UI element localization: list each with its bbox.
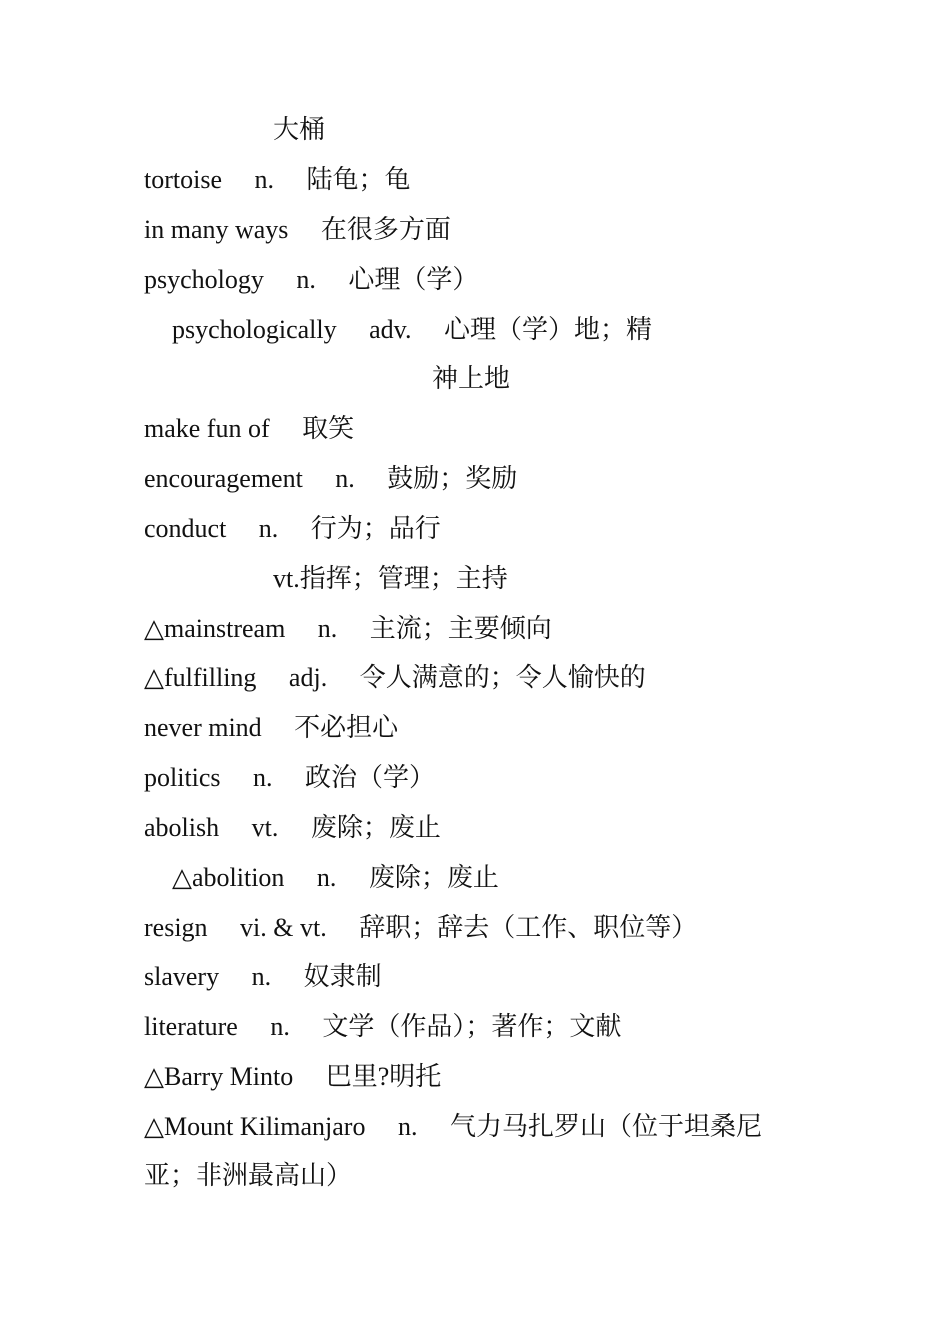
vocab-entry-make-fun-of: make fun of 取笑 bbox=[144, 414, 355, 443]
vocab-entry-psychologically: psychologically adv. 心理（学）地；精 bbox=[172, 315, 652, 344]
vocab-entry-resign: resign vi. & vt. 辞职；辞去（工作、职位等） bbox=[144, 913, 698, 942]
vocab-entry-encouragement: encouragement n. 鼓励；奖励 bbox=[144, 464, 518, 493]
vocab-entry-tortoise: tortoise n. 陆龟；龟 bbox=[144, 165, 411, 194]
vocab-line-continuation: 神上地 bbox=[432, 364, 511, 393]
vocab-entry-fulfilling: △fulfilling adj. 令人满意的；令人愉快的 bbox=[144, 663, 646, 692]
vocab-entry-in-many-ways: in many ways 在很多方面 bbox=[144, 215, 451, 244]
vocab-entry-abolition: △abolition n. 废除；废止 bbox=[172, 863, 499, 892]
vocab-entry-mount-kilimanjaro: △Mount Kilimanjaro n. 气力马扎罗山（位于坦桑尼 bbox=[144, 1112, 762, 1141]
vocab-line-continuation: 大桶 bbox=[273, 115, 326, 144]
vocab-entry-psychology: psychology n. 心理（学） bbox=[144, 265, 479, 294]
vocab-entry-abolish: abolish vt. 废除；废止 bbox=[144, 813, 441, 842]
vocab-line-continuation: 亚；非洲最高山） bbox=[144, 1161, 353, 1190]
vocab-entry-literature: literature n. 文学（作品）；著作；文献 bbox=[144, 1012, 622, 1041]
vocab-entry-mainstream: △mainstream n. 主流；主要倾向 bbox=[144, 614, 552, 643]
vocab-entry-slavery: slavery n. 奴隶制 bbox=[144, 962, 382, 991]
vocab-line-continuation: vt.指挥；管理；主持 bbox=[273, 564, 508, 593]
vocab-entry-barry-minto: △Barry Minto 巴里?明托 bbox=[144, 1062, 442, 1091]
vocab-entry-never-mind: never mind 不必担心 bbox=[144, 713, 399, 742]
vocab-entry-politics: politics n. 政治（学） bbox=[144, 763, 436, 792]
vocab-entry-conduct: conduct n. 行为；品行 bbox=[144, 514, 441, 543]
